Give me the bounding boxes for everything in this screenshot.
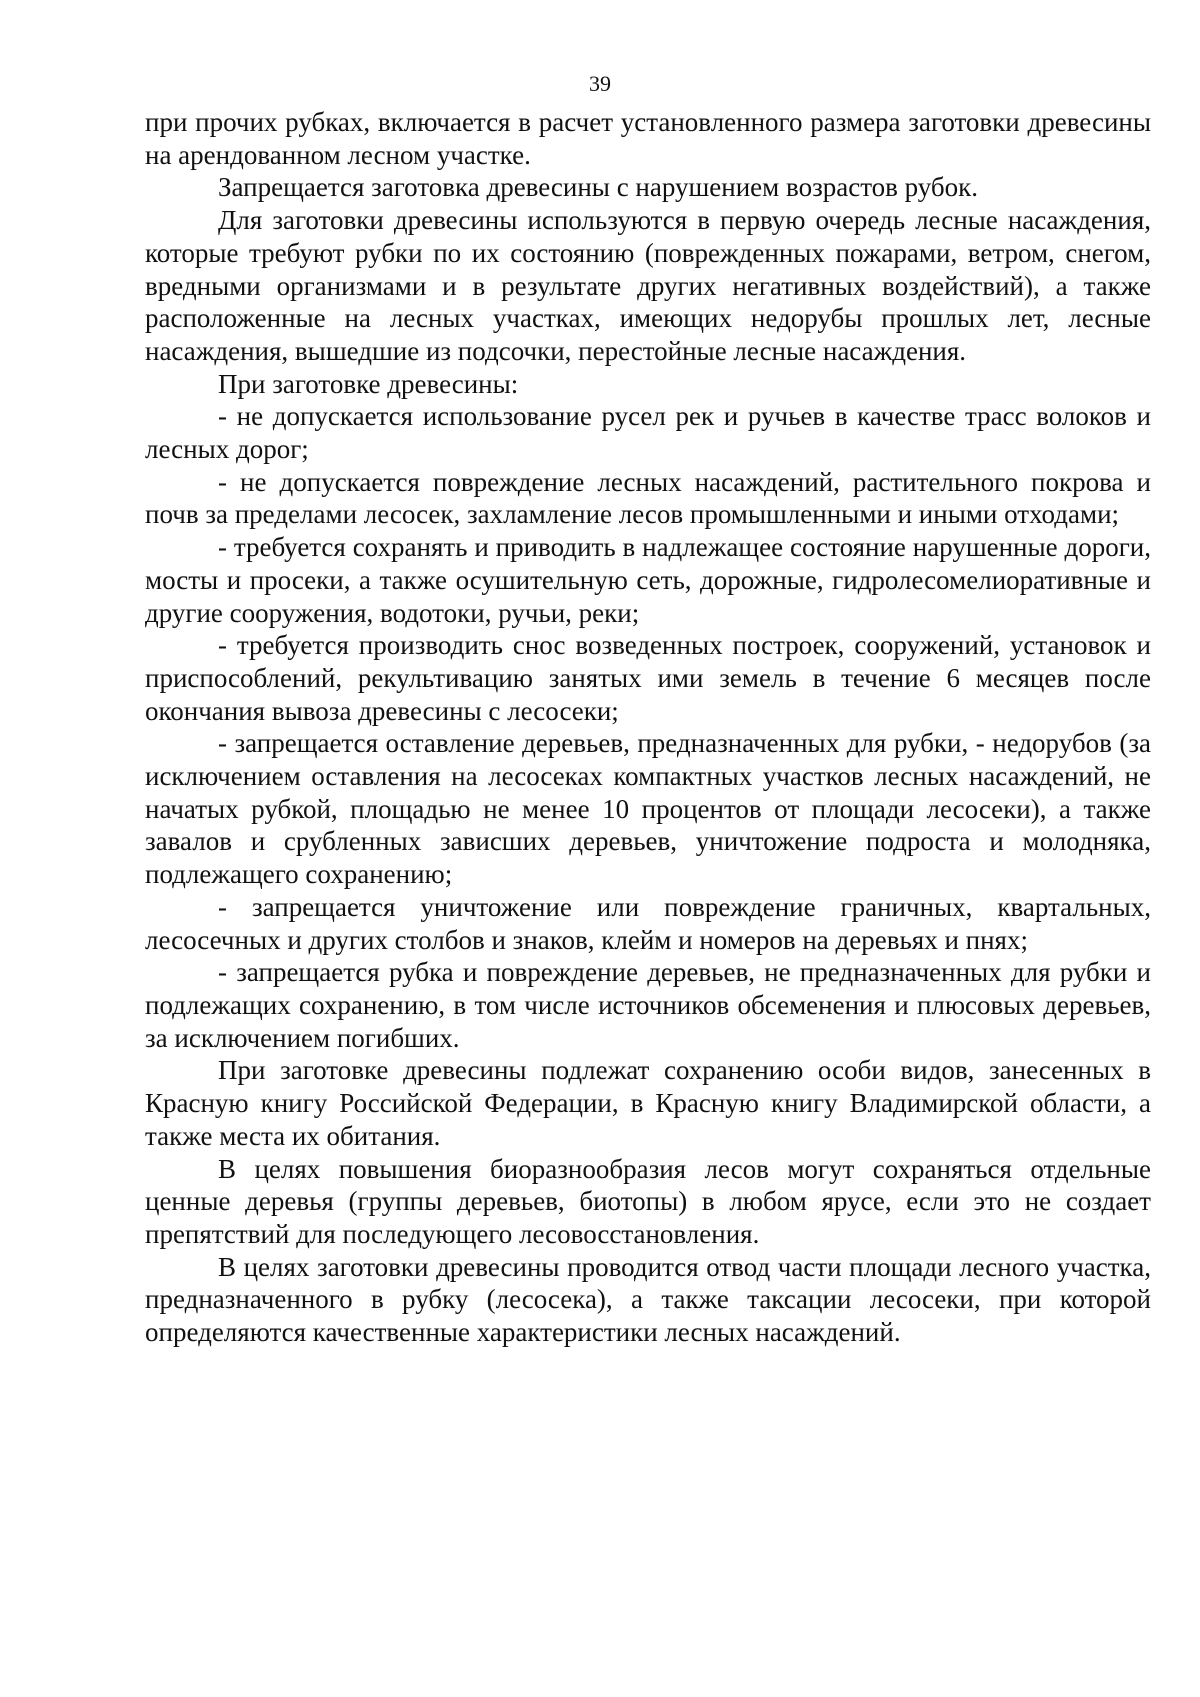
paragraph-continuation: при прочих рубках, включается в расчет установленного размера заготовки древесины на арендованном лесном участке. <box>145 107 1151 170</box>
paragraph-harvesting-rules-intro: При заготовке древесины: <box>218 368 519 399</box>
paragraph-red-book: При заготовке древесины подлежат сохранению особи видов, занесенных в Красную книгу Российской Федерации, в Красную книгу Владимирской области, а также места их обитания. <box>145 1055 1151 1151</box>
page-number: 39 <box>589 71 611 96</box>
paragraph-priority-stands: Для заготовки древесины используются в первую очередь лесные насаждения, которые требуют рубки по их состоянию (поврежденных пожарами, ветром, снегом, вредными организмами и в результате других негативных воздействий), а также расположенные на лесных участках, имеющих недорубы прошлых лет, лесные насаждения, вышедшие из подсочки, перестойные лесные насаждения. <box>145 205 1151 366</box>
list-item-restore-roads: - требуется сохранять и приводить в надлежащее состояние нарушенные дороги, мосты и просеки, а также осушительную сеть, дорожные, гидролесомелиоративные и другие сооружения, водотоки, ручьи, реки; <box>145 532 1151 628</box>
list-item-posts-signs: - запрещается уничтожение или повреждение граничных, квартальных, лесосечных и других столбов и знаков, клейм и номеров на деревьях и пнях; <box>145 891 1151 955</box>
list-item-damage-outside: - не допускается повреждение лесных насаждений, растительного покрова и почв за пределами лесосек, захламление лесов промышленными и иными отходами; <box>145 466 1151 530</box>
document-body <box>145 106 1151 1349</box>
list-item-demolition: - требуется производить снос возведенных построек, сооружений, установок и приспособлений, рекультивацию занятых ими земель в течение 6 месяцев после окончания вывоза древесины с лесосеки; <box>145 630 1151 726</box>
list-item-leaving-trees: - запрещается оставление деревьев, предназначенных для рубки, - недорубов (за исключением оставления на лесосеках компактных участков лесных насаждений, не начатых рубкой, площадью не менее 10 процентов от площади лесосеки), а также завалов и срубленных зависших деревьев, уничтожение подроста и молодняка, подлежащего сохранению; <box>145 728 1151 890</box>
list-item-riverbeds: - не допускается использование русел рек и ручьев в качестве трасс волоков и лесных дорог; <box>145 401 1151 465</box>
paragraph-biodiversity: В целях повышения биоразнообразия лесов могут сохраняться отдельные ценные деревья (группы деревьев, биотопы) в любом ярусе, если это не создает препятствий для последующего лесовосстановления. <box>145 1153 1151 1249</box>
list-item-protected-trees: - запрещается рубка и повреждение деревьев, не предназначенных для рубки и подлежащих сохранению, в том числе источников обсеменения и плюсовых деревьев, за исключением погибших. <box>145 957 1151 1053</box>
paragraph-allotment: В целях заготовки древесины проводится отвод части площади лесного участка, предназначенного в рубку (лесосека), а также таксации лесосеки, при которой определяются качественные характеристики лесных насаждений. <box>145 1251 1151 1348</box>
paragraph-age-restriction: Запрещается заготовка древесины с нарушением возрастов рубок. <box>218 172 979 203</box>
